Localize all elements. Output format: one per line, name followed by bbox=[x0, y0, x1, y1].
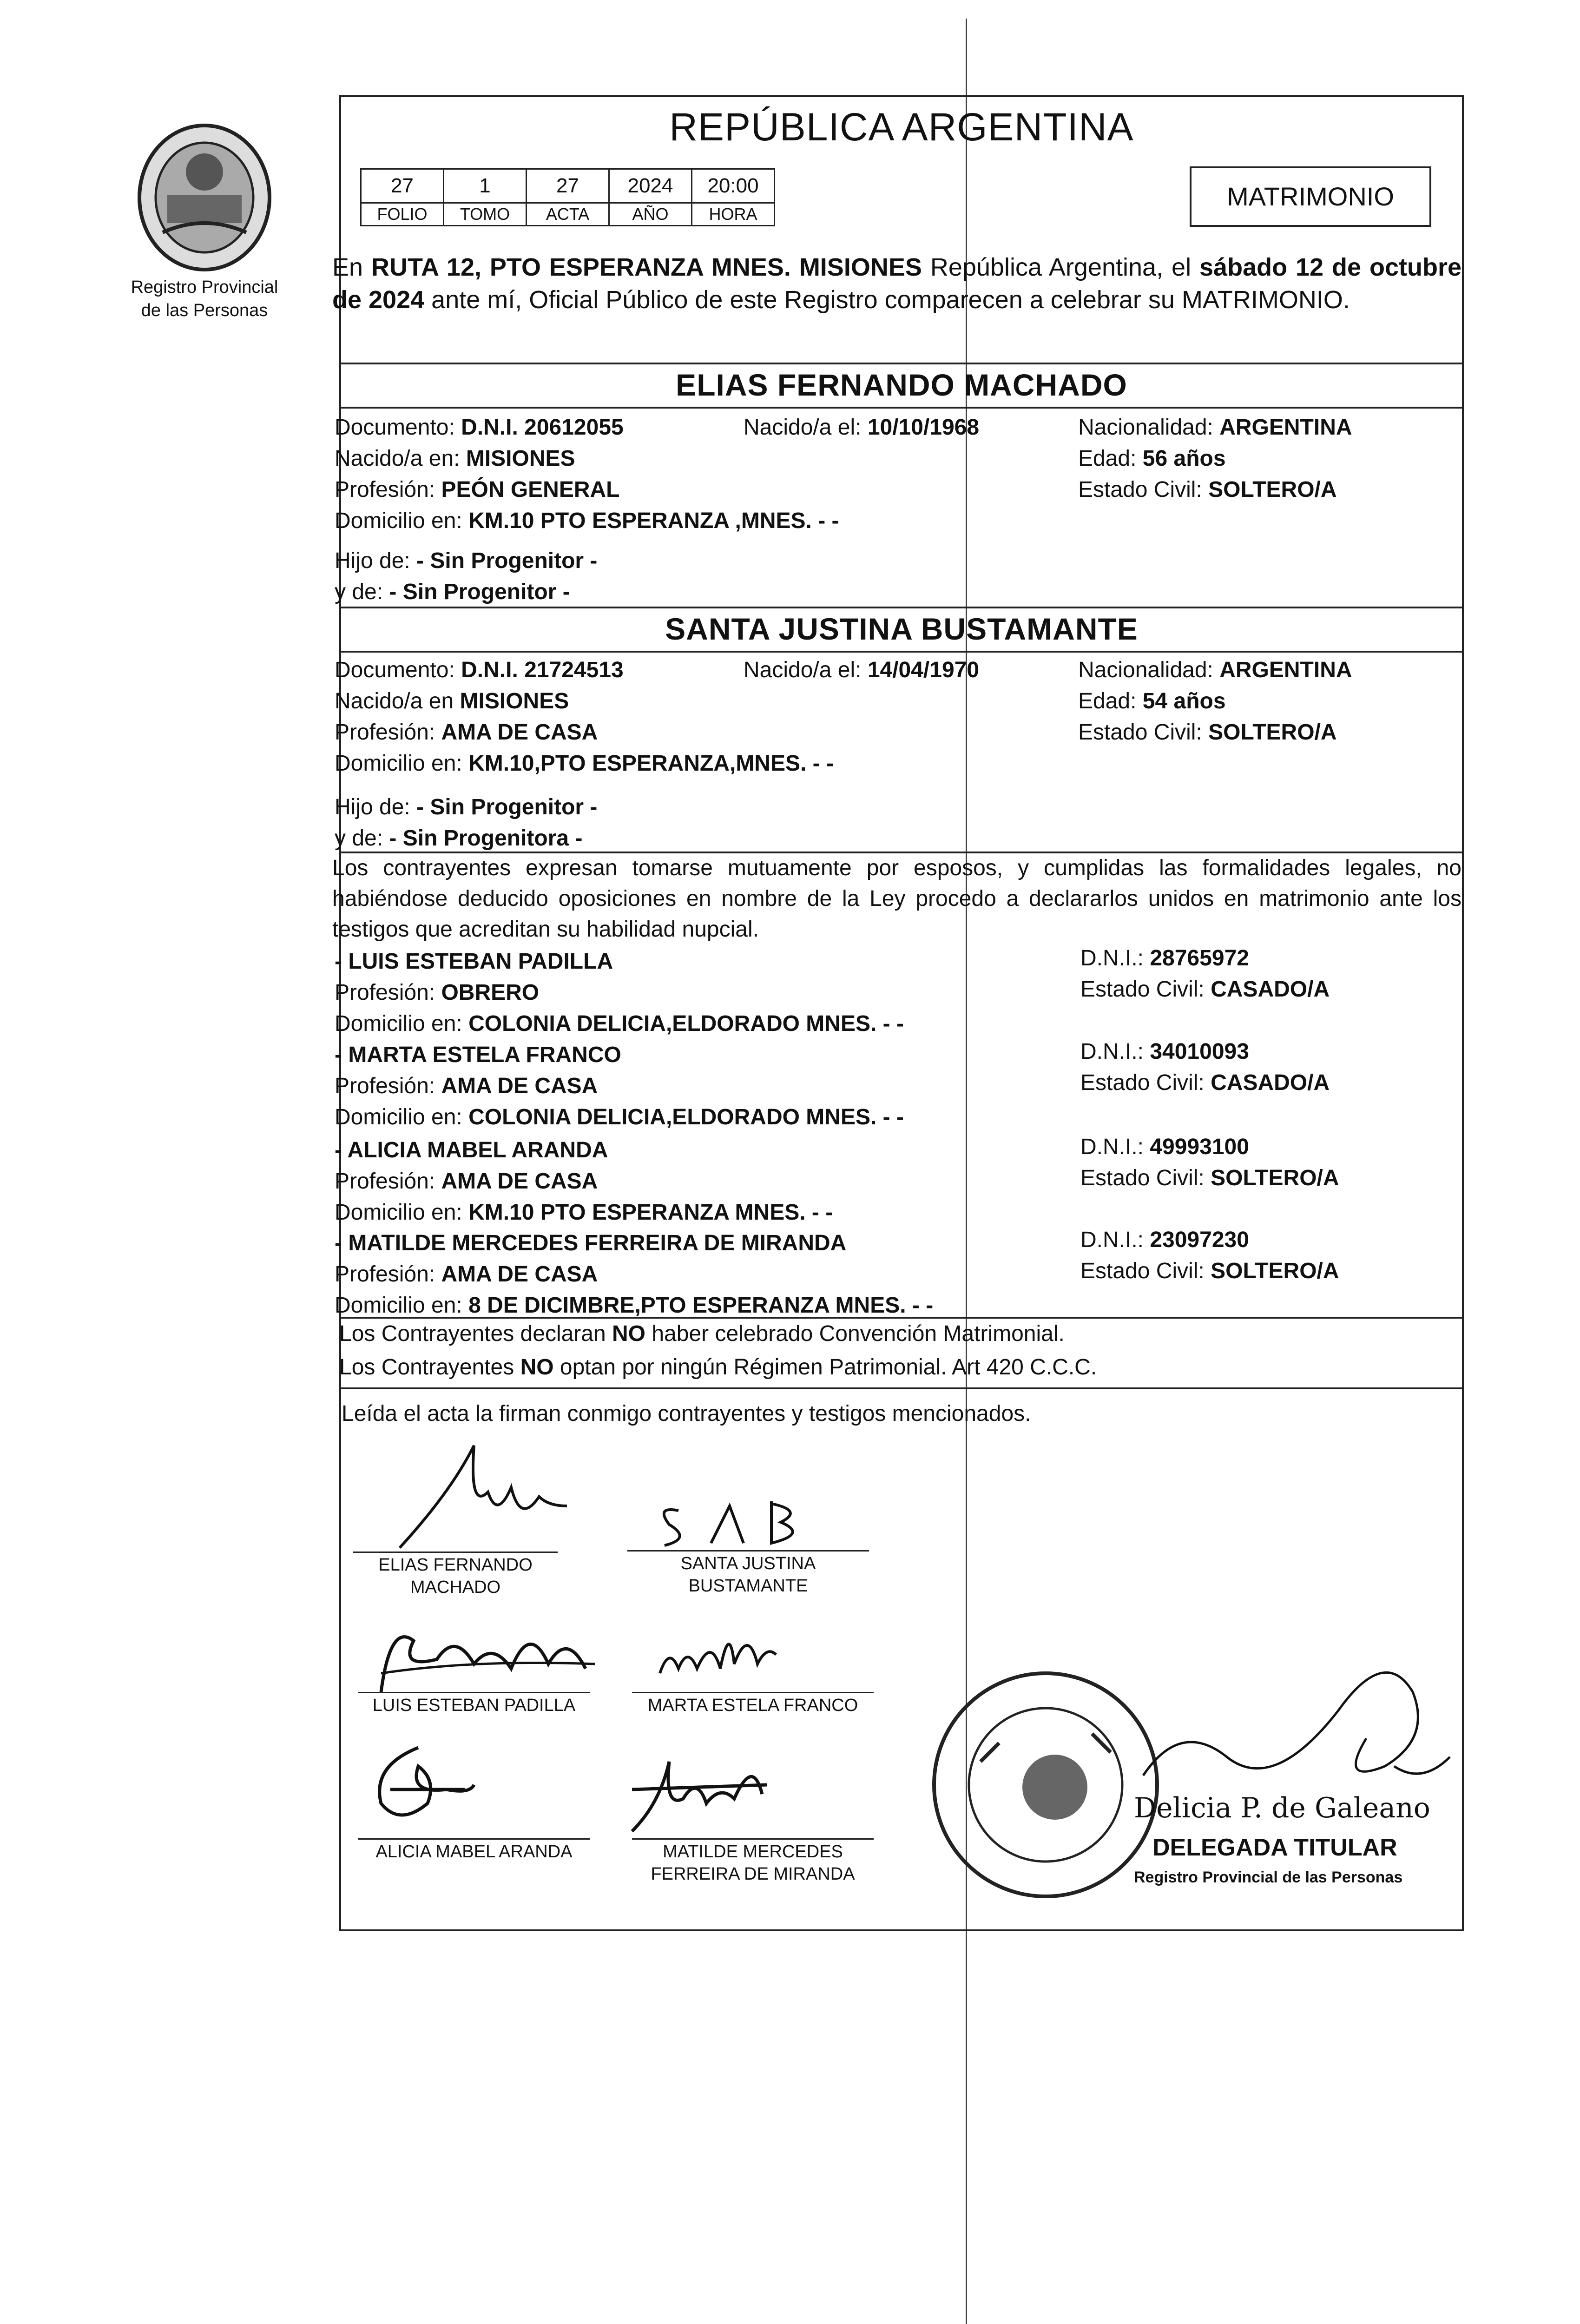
spouse1-nationality: Nacionalidad: ARGENTINA bbox=[1078, 415, 1352, 440]
signature-2-scribble bbox=[632, 1492, 818, 1552]
witness-3-civil-status: Estado Civil: SOLTERO/A bbox=[1080, 1166, 1339, 1190]
signature-3-scribble bbox=[362, 1613, 609, 1701]
spouse1-born-in: Nacido/a en: MISIONES bbox=[335, 446, 575, 471]
intro-text-1: En bbox=[332, 253, 371, 281]
regime-line-1: Los Contrayentes declaran NO haber celebrado Convención Matrimonial. bbox=[339, 1321, 1065, 1346]
spouse1-civil-status: Estado Civil: SOLTERO/A bbox=[1078, 477, 1337, 502]
folio-label: FOLIO bbox=[361, 203, 444, 226]
signature-1-line bbox=[353, 1552, 558, 1553]
country-title: REPÚBLICA ARGENTINA bbox=[669, 105, 1134, 149]
official-title: DELEGADA TITULAR bbox=[1152, 1834, 1397, 1861]
intro-date: sábado 12 de octubre de 2024 bbox=[332, 253, 1462, 314]
witness-1-address: Domicilio en: COLONIA DELICIA,ELDORADO MNES. - - bbox=[335, 1011, 904, 1036]
spouse2-age: Edad: 54 años bbox=[1078, 689, 1226, 713]
signature-2-caption: SANTA JUSTINA BUSTAMANTE bbox=[680, 1554, 816, 1596]
witness-3-dni: D.N.I.: 49993100 bbox=[1080, 1135, 1249, 1159]
witness-4-name: - MATILDE MERCEDES FERREIRA DE MIRANDA bbox=[335, 1231, 847, 1255]
witness-2-dni: D.N.I.: 34010093 bbox=[1080, 1039, 1249, 1064]
spouse2-civil-status: Estado Civil: SOLTERO/A bbox=[1078, 720, 1337, 745]
spouse1-doc: Documento: D.N.I. 20612055 bbox=[335, 415, 624, 440]
spouse1-age: Edad: 56 años bbox=[1078, 446, 1226, 471]
signature-5-caption: ALICIA MABEL ARANDA bbox=[375, 1842, 573, 1862]
signature-3-caption: LUIS ESTEBAN PADILLA bbox=[372, 1696, 576, 1715]
witness-2-profession: Profesión: AMA DE CASA bbox=[335, 1074, 598, 1098]
spouse1-profession: Profesión: PEÓN GENERAL bbox=[335, 477, 620, 502]
divider bbox=[339, 651, 1464, 653]
hora-value: 20:00 bbox=[692, 169, 775, 203]
witness-4-address: Domicilio en: 8 DE DICIMBRE,PTO ESPERANZA MNES. - - bbox=[335, 1293, 934, 1318]
signature-6-line bbox=[632, 1838, 874, 1840]
witness-1-dni: D.N.I.: 28765972 bbox=[1080, 946, 1249, 971]
intro-text-2: República Argentina, el bbox=[922, 253, 1200, 281]
divider bbox=[339, 363, 1464, 364]
intro-place: RUTA 12, PTO ESPERANZA MNES. MISIONES bbox=[371, 253, 922, 281]
witness-4-civil-status: Estado Civil: SOLTERO/A bbox=[1080, 1259, 1339, 1283]
signature-4-caption: MARTA ESTELA FRANCO bbox=[647, 1696, 858, 1715]
official-name: Delicia P. de Galeano bbox=[1134, 1792, 1430, 1824]
registry-table bbox=[360, 168, 775, 226]
witness-4-profession: Profesión: AMA DE CASA bbox=[335, 1262, 598, 1287]
signature-4-scribble bbox=[651, 1618, 781, 1692]
witness-3-profession: Profesión: AMA DE CASA bbox=[335, 1169, 598, 1194]
signature-4-line bbox=[632, 1692, 874, 1693]
spouse1-name: ELIAS FERNANDO MACHADO bbox=[676, 368, 1127, 402]
spouse2-parent2: y de: - Sin Progenitora - bbox=[335, 826, 583, 851]
divider bbox=[339, 407, 1464, 409]
spouse1-address: Domicilio en: KM.10 PTO ESPERANZA ,MNES. - - bbox=[335, 508, 839, 533]
spouse2-parent1: Hijo de: - Sin Progenitor - bbox=[335, 795, 598, 819]
folio-value: 27 bbox=[361, 169, 444, 203]
witness-3-name: - ALICIA MABEL ARANDA bbox=[335, 1138, 608, 1162]
divider bbox=[339, 1387, 1464, 1389]
witness-3-address: Domicilio en: KM.10 PTO ESPERANZA MNES. - - bbox=[335, 1200, 833, 1225]
spouse2-nationality: Nacionalidad: ARGENTINA bbox=[1078, 658, 1352, 682]
logo-caption-2: de las Personas bbox=[141, 301, 268, 320]
official-org: Registro Provincial de las Personas bbox=[1134, 1868, 1403, 1886]
intro-paragraph bbox=[332, 251, 1462, 316]
acta-label: ACTA bbox=[527, 203, 609, 226]
anio-value: 2024 bbox=[609, 169, 692, 203]
spouse2-address: Domicilio en: KM.10,PTO ESPERANZA,MNES. - - bbox=[335, 751, 834, 776]
witness-1-civil-status: Estado Civil: CASADO/A bbox=[1080, 977, 1330, 1002]
signature-5-line bbox=[358, 1838, 590, 1840]
witness-1-profession: Profesión: OBRERO bbox=[335, 980, 540, 1005]
closing-text: Leída el acta la firman conmigo contrayentes y testigos mencionados. bbox=[342, 1401, 1031, 1426]
witness-1-name: - LUIS ESTEBAN PADILLA bbox=[335, 949, 613, 974]
divider bbox=[339, 607, 1464, 608]
signature-5-scribble bbox=[362, 1738, 483, 1831]
logo-caption-1: Registro Provincial bbox=[131, 277, 278, 297]
regime-line-2: Los Contrayentes NO optan por ningún Régimen Patrimonial. Art 420 C.C.C. bbox=[339, 1355, 1097, 1380]
act-type-box: MATRIMONIO bbox=[1190, 166, 1431, 227]
witness-2-address: Domicilio en: COLONIA DELICIA,ELDORADO MNES. - - bbox=[335, 1105, 904, 1129]
signature-1-scribble bbox=[381, 1436, 576, 1557]
spouse1-parent1: Hijo de: - Sin Progenitor - bbox=[335, 548, 598, 573]
anio-label: AÑO bbox=[609, 203, 692, 226]
signature-1-caption: ELIAS FERNANDO MACHADO bbox=[378, 1555, 533, 1597]
signature-2-line bbox=[627, 1550, 869, 1552]
divider bbox=[339, 1317, 1464, 1319]
tomo-value: 1 bbox=[444, 169, 527, 203]
witness-2-name: - MARTA ESTELA FRANCO bbox=[335, 1043, 621, 1067]
declaration-paragraph: Los contrayentes expresan tomarse mutuamente por esposos, y cumplidas las formalidades legales, no habiéndose deducido oposiciones en nombre de la Ley procedo a declararlos unidos en matrimonio ante los testigos que acreditan su habilidad nupcial. bbox=[332, 856, 1462, 942]
tomo-label: TOMO bbox=[444, 203, 527, 226]
witness-4-dni: D.N.I.: 23097230 bbox=[1080, 1228, 1249, 1252]
spouse1-born-on: Nacido/a el: 10/10/1968 bbox=[744, 415, 980, 440]
registry-logo bbox=[116, 121, 293, 321]
signature-6-scribble bbox=[613, 1748, 781, 1841]
provincial-seal-icon bbox=[135, 121, 274, 274]
spouse2-born-in: Nacido/a en MISIONES bbox=[335, 689, 569, 713]
signature-3-line bbox=[358, 1692, 590, 1693]
hora-label: HORA bbox=[692, 203, 775, 226]
acta-value: 27 bbox=[527, 169, 609, 203]
spouse2-name: SANTA JUSTINA BUSTAMANTE bbox=[665, 612, 1138, 646]
signature-6-caption: MATILDE MERCEDES FERREIRA DE MIRANDA bbox=[651, 1842, 855, 1884]
spouse1-parent2: y de: - Sin Progenitor - bbox=[335, 580, 570, 604]
spouse2-doc: Documento: D.N.I. 21724513 bbox=[335, 658, 624, 682]
spouse2-profession: Profesión: AMA DE CASA bbox=[335, 720, 598, 745]
intro-text-3: ante mí, Oficial Público de este Registro comparecen a celebrar su MATRIMONIO. bbox=[424, 286, 1350, 314]
witness-2-civil-status: Estado Civil: CASADO/A bbox=[1080, 1070, 1330, 1095]
spouse2-born-on: Nacido/a el: 14/04/1970 bbox=[744, 658, 980, 682]
